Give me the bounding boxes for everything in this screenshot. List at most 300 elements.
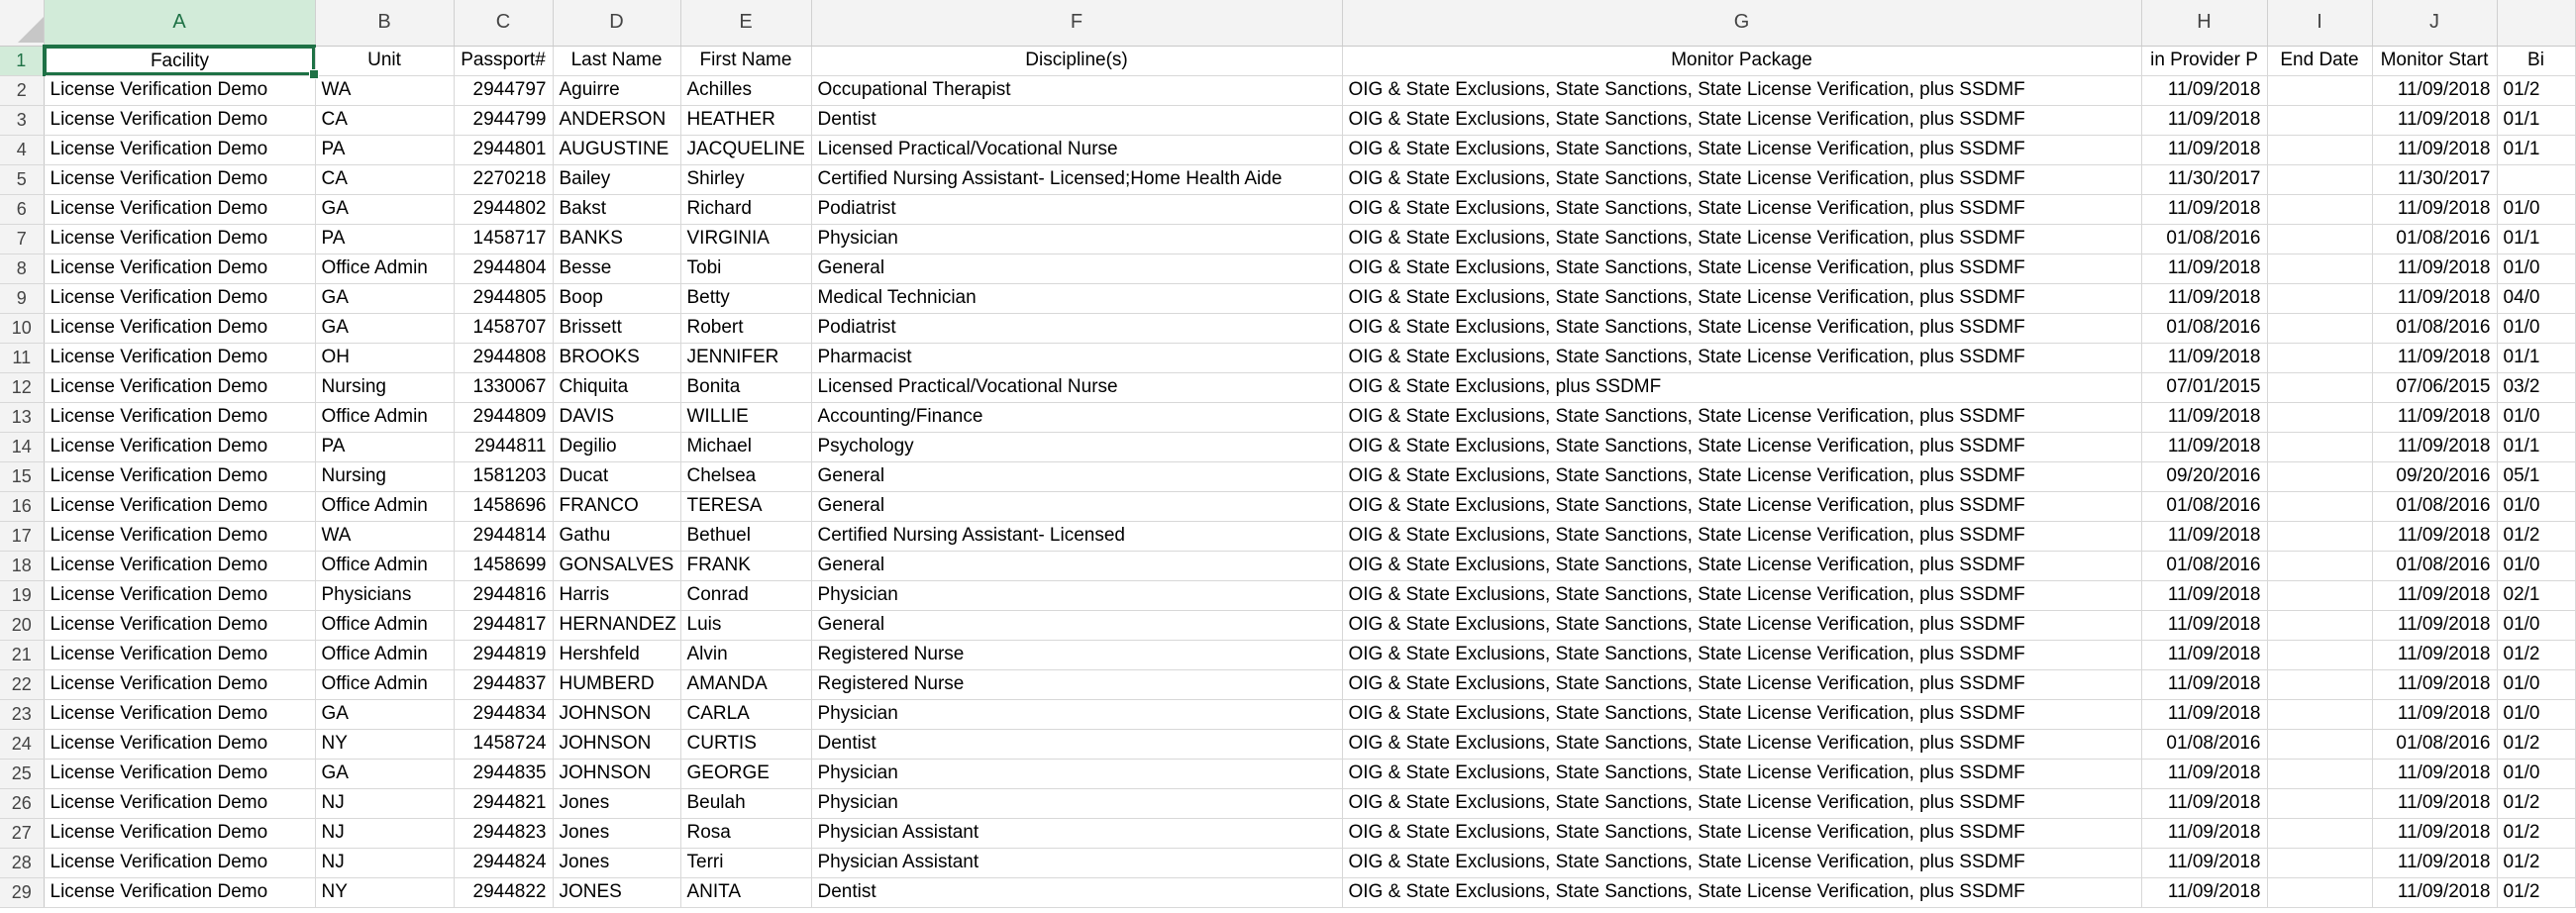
cell-i[interactable] — [2267, 580, 2372, 610]
cell-f[interactable]: Podiatrist — [811, 194, 1342, 224]
cell-i[interactable] — [2267, 254, 2372, 283]
cell-i[interactable] — [2267, 105, 2372, 135]
cell-a[interactable]: License Verification Demo — [44, 343, 315, 372]
cell-b[interactable]: GA — [315, 699, 454, 729]
cell-b[interactable]: Physicians — [315, 580, 454, 610]
cell-g[interactable]: OIG & State Exclusions, State Sanctions, State License Verification, plus SSDMF — [1342, 759, 2141, 788]
cell-e[interactable]: GEORGE — [680, 759, 811, 788]
cell-j[interactable]: 01/08/2016 — [2372, 729, 2497, 759]
row-number[interactable]: 24 — [0, 729, 44, 759]
cell-c[interactable]: 2944805 — [454, 283, 553, 313]
cell-c[interactable]: 1458707 — [454, 313, 553, 343]
cell-k[interactable]: 01/2 — [2497, 521, 2575, 551]
cell-k[interactable]: 01/1 — [2497, 135, 2575, 164]
row-number[interactable]: 20 — [0, 610, 44, 640]
cell-e[interactable]: Alvin — [680, 640, 811, 669]
row-number[interactable]: 22 — [0, 669, 44, 699]
cell-a[interactable]: License Verification Demo — [44, 521, 315, 551]
cell-e[interactable]: Conrad — [680, 580, 811, 610]
cell-j[interactable]: 11/09/2018 — [2372, 759, 2497, 788]
cell-e[interactable]: VIRGINIA — [680, 224, 811, 254]
cell-f[interactable]: Accounting/Finance — [811, 402, 1342, 432]
cell-e[interactable]: Chelsea — [680, 461, 811, 491]
cell-h[interactable]: 11/09/2018 — [2141, 610, 2267, 640]
cell-i[interactable] — [2267, 788, 2372, 818]
row-number[interactable]: 6 — [0, 194, 44, 224]
cell-j[interactable]: 01/08/2016 — [2372, 491, 2497, 521]
cell-e[interactable]: CARLA — [680, 699, 811, 729]
cell-e[interactable]: Richard — [680, 194, 811, 224]
cell-h[interactable]: 01/08/2016 — [2141, 224, 2267, 254]
cell-e[interactable]: Luis — [680, 610, 811, 640]
cell-b[interactable]: PA — [315, 432, 454, 461]
cell-e[interactable]: WILLIE — [680, 402, 811, 432]
cell-h[interactable]: 11/09/2018 — [2141, 194, 2267, 224]
cell-i[interactable] — [2267, 75, 2372, 105]
cell-b[interactable]: OH — [315, 343, 454, 372]
row-number[interactable]: 1 — [0, 46, 44, 75]
row-number[interactable]: 9 — [0, 283, 44, 313]
cell-b[interactable]: Office Admin — [315, 491, 454, 521]
cell-c[interactable]: 1458717 — [454, 224, 553, 254]
cell-a[interactable]: License Verification Demo — [44, 224, 315, 254]
cell-h[interactable]: 11/09/2018 — [2141, 432, 2267, 461]
cell-h[interactable]: 01/08/2016 — [2141, 551, 2267, 580]
cell-e[interactable]: JACQUELINE — [680, 135, 811, 164]
column-header-a[interactable]: A — [44, 0, 315, 46]
cell-g[interactable]: OIG & State Exclusions, State Sanctions, State License Verification, plus SSDMF — [1342, 402, 2141, 432]
cell-e[interactable]: Bonita — [680, 372, 811, 402]
cell-b[interactable]: Office Admin — [315, 640, 454, 669]
cell-b[interactable]: NJ — [315, 788, 454, 818]
cell-d[interactable]: JOHNSON — [553, 759, 680, 788]
cell-h[interactable]: 09/20/2016 — [2141, 461, 2267, 491]
header-cell-b[interactable]: Unit — [315, 46, 454, 75]
cell-j[interactable]: 11/09/2018 — [2372, 699, 2497, 729]
row-number[interactable]: 14 — [0, 432, 44, 461]
cell-d[interactable]: JOHNSON — [553, 699, 680, 729]
cell-f[interactable]: General — [811, 254, 1342, 283]
cell-e[interactable]: Michael — [680, 432, 811, 461]
cell-k[interactable]: 04/0 — [2497, 283, 2575, 313]
cell-c[interactable]: 2944814 — [454, 521, 553, 551]
cell-h[interactable]: 01/08/2016 — [2141, 313, 2267, 343]
cell-j[interactable]: 11/09/2018 — [2372, 194, 2497, 224]
cell-k[interactable]: 03/2 — [2497, 372, 2575, 402]
cell-i[interactable] — [2267, 135, 2372, 164]
cell-g[interactable]: OIG & State Exclusions, State Sanctions, State License Verification, plus SSDMF — [1342, 283, 2141, 313]
header-cell-k[interactable]: Bi — [2497, 46, 2575, 75]
cell-e[interactable]: Bethuel — [680, 521, 811, 551]
cell-b[interactable]: WA — [315, 521, 454, 551]
cell-b[interactable]: NJ — [315, 818, 454, 848]
row-number[interactable]: 11 — [0, 343, 44, 372]
cell-e[interactable]: Rosa — [680, 818, 811, 848]
cell-j[interactable]: 11/09/2018 — [2372, 432, 2497, 461]
cell-a[interactable]: License Verification Demo — [44, 877, 315, 907]
cell-c[interactable]: 2944817 — [454, 610, 553, 640]
cell-f[interactable]: Physician Assistant — [811, 818, 1342, 848]
select-all-corner[interactable] — [0, 0, 44, 46]
row-number[interactable]: 21 — [0, 640, 44, 669]
cell-h[interactable]: 11/09/2018 — [2141, 75, 2267, 105]
cell-f[interactable]: Dentist — [811, 729, 1342, 759]
cell-b[interactable]: CA — [315, 164, 454, 194]
cell-g[interactable]: OIG & State Exclusions, State Sanctions, State License Verification, plus SSDMF — [1342, 432, 2141, 461]
cell-i[interactable] — [2267, 818, 2372, 848]
cell-c[interactable]: 2270218 — [454, 164, 553, 194]
cell-a[interactable]: License Verification Demo — [44, 164, 315, 194]
row-number[interactable]: 3 — [0, 105, 44, 135]
header-cell-e[interactable]: First Name — [680, 46, 811, 75]
cell-j[interactable]: 11/09/2018 — [2372, 610, 2497, 640]
cell-d[interactable]: JOHNSON — [553, 729, 680, 759]
cell-d[interactable]: Harris — [553, 580, 680, 610]
cell-g[interactable]: OIG & State Exclusions, State Sanctions, State License Verification, plus SSDMF — [1342, 699, 2141, 729]
column-header-h[interactable]: H — [2141, 0, 2267, 46]
cell-d[interactable]: Ducat — [553, 461, 680, 491]
cell-f[interactable]: Licensed Practical/Vocational Nurse — [811, 372, 1342, 402]
cell-j[interactable]: 11/09/2018 — [2372, 848, 2497, 877]
cell-d[interactable]: BANKS — [553, 224, 680, 254]
row-number[interactable]: 15 — [0, 461, 44, 491]
cell-d[interactable]: Jones — [553, 788, 680, 818]
cell-f[interactable]: Psychology — [811, 432, 1342, 461]
cell-a[interactable]: License Verification Demo — [44, 848, 315, 877]
cell-c[interactable]: 2944822 — [454, 877, 553, 907]
cell-f[interactable]: Physician — [811, 759, 1342, 788]
cell-h[interactable]: 01/08/2016 — [2141, 729, 2267, 759]
cell-h[interactable]: 11/09/2018 — [2141, 877, 2267, 907]
cell-j[interactable]: 11/09/2018 — [2372, 640, 2497, 669]
cell-b[interactable]: Office Admin — [315, 254, 454, 283]
cell-a[interactable]: License Verification Demo — [44, 759, 315, 788]
cell-g[interactable]: OIG & State Exclusions, State Sanctions, State License Verification, plus SSDMF — [1342, 551, 2141, 580]
cell-j[interactable]: 09/20/2016 — [2372, 461, 2497, 491]
cell-j[interactable]: 11/09/2018 — [2372, 343, 2497, 372]
cell-j[interactable]: 01/08/2016 — [2372, 313, 2497, 343]
cell-k[interactable]: 01/1 — [2497, 105, 2575, 135]
cell-g[interactable]: OIG & State Exclusions, State Sanctions, State License Verification, plus SSDMF — [1342, 848, 2141, 877]
cell-k[interactable]: 01/0 — [2497, 699, 2575, 729]
column-header-c[interactable]: C — [454, 0, 553, 46]
cell-f[interactable]: Podiatrist — [811, 313, 1342, 343]
cell-f[interactable]: Certified Nursing Assistant- Licensed;Home Health Aide — [811, 164, 1342, 194]
cell-g[interactable]: OIG & State Exclusions, State Sanctions, State License Verification, plus SSDMF — [1342, 491, 2141, 521]
cell-e[interactable]: CURTIS — [680, 729, 811, 759]
cell-i[interactable] — [2267, 521, 2372, 551]
cell-f[interactable]: Medical Technician — [811, 283, 1342, 313]
cell-b[interactable]: Office Admin — [315, 669, 454, 699]
cell-b[interactable]: Office Admin — [315, 402, 454, 432]
cell-b[interactable]: GA — [315, 313, 454, 343]
cell-g[interactable]: OIG & State Exclusions, State Sanctions, State License Verification, plus SSDMF — [1342, 194, 2141, 224]
row-number[interactable]: 25 — [0, 759, 44, 788]
cell-d[interactable]: HUMBERD — [553, 669, 680, 699]
row-number[interactable]: 29 — [0, 877, 44, 907]
cell-c[interactable]: 2944823 — [454, 818, 553, 848]
cell-e[interactable]: Betty — [680, 283, 811, 313]
cell-f[interactable]: General — [811, 610, 1342, 640]
cell-d[interactable]: Gathu — [553, 521, 680, 551]
cell-h[interactable]: 11/09/2018 — [2141, 640, 2267, 669]
cell-h[interactable]: 11/09/2018 — [2141, 402, 2267, 432]
cell-f[interactable]: General — [811, 491, 1342, 521]
cell-j[interactable]: 11/09/2018 — [2372, 283, 2497, 313]
cell-j[interactable]: 11/09/2018 — [2372, 788, 2497, 818]
column-header-f[interactable]: F — [811, 0, 1342, 46]
cell-k[interactable]: 01/1 — [2497, 224, 2575, 254]
row-number[interactable]: 19 — [0, 580, 44, 610]
cell-b[interactable]: NJ — [315, 848, 454, 877]
cell-g[interactable]: OIG & State Exclusions, State Sanctions, State License Verification, plus SSDMF — [1342, 343, 2141, 372]
cell-f[interactable]: Physician — [811, 788, 1342, 818]
cell-b[interactable]: GA — [315, 194, 454, 224]
column-header-g[interactable]: G — [1342, 0, 2141, 46]
cell-d[interactable]: JONES — [553, 877, 680, 907]
cell-h[interactable]: 11/09/2018 — [2141, 135, 2267, 164]
cell-c[interactable]: 2944837 — [454, 669, 553, 699]
cell-a[interactable]: License Verification Demo — [44, 669, 315, 699]
cell-d[interactable]: Bailey — [553, 164, 680, 194]
cell-i[interactable] — [2267, 551, 2372, 580]
column-header-e[interactable]: E — [680, 0, 811, 46]
cell-b[interactable]: Office Admin — [315, 610, 454, 640]
cell-e[interactable]: AMANDA — [680, 669, 811, 699]
cell-j[interactable]: 11/09/2018 — [2372, 669, 2497, 699]
header-cell-h[interactable]: in Provider P — [2141, 46, 2267, 75]
header-cell-a[interactable]: Facility — [44, 46, 315, 75]
cell-d[interactable]: Jones — [553, 848, 680, 877]
cell-d[interactable]: Aguirre — [553, 75, 680, 105]
cell-d[interactable]: Bakst — [553, 194, 680, 224]
cell-e[interactable]: Robert — [680, 313, 811, 343]
cell-f[interactable]: Pharmacist — [811, 343, 1342, 372]
row-number[interactable]: 28 — [0, 848, 44, 877]
cell-g[interactable]: OIG & State Exclusions, State Sanctions, State License Verification, plus SSDMF — [1342, 105, 2141, 135]
cell-i[interactable] — [2267, 610, 2372, 640]
header-cell-d[interactable]: Last Name — [553, 46, 680, 75]
cell-k[interactable]: 01/2 — [2497, 640, 2575, 669]
cell-k[interactable]: 05/1 — [2497, 461, 2575, 491]
cell-d[interactable]: AUGUSTINE — [553, 135, 680, 164]
cell-c[interactable]: 1581203 — [454, 461, 553, 491]
cell-g[interactable]: OIG & State Exclusions, State Sanctions, State License Verification, plus SSDMF — [1342, 313, 2141, 343]
header-cell-g[interactable]: Monitor Package — [1342, 46, 2141, 75]
cell-a[interactable]: License Verification Demo — [44, 551, 315, 580]
cell-h[interactable]: 01/08/2016 — [2141, 491, 2267, 521]
cell-c[interactable]: 2944802 — [454, 194, 553, 224]
cell-h[interactable]: 11/09/2018 — [2141, 818, 2267, 848]
cell-e[interactable]: Tobi — [680, 254, 811, 283]
cell-a[interactable]: License Verification Demo — [44, 283, 315, 313]
row-number[interactable]: 12 — [0, 372, 44, 402]
cell-e[interactable]: Terri — [680, 848, 811, 877]
cell-a[interactable]: License Verification Demo — [44, 105, 315, 135]
cell-j[interactable]: 11/30/2017 — [2372, 164, 2497, 194]
cell-j[interactable]: 11/09/2018 — [2372, 521, 2497, 551]
cell-g[interactable]: OIG & State Exclusions, State Sanctions, State License Verification, plus SSDMF — [1342, 729, 2141, 759]
cell-j[interactable]: 01/08/2016 — [2372, 551, 2497, 580]
cell-a[interactable]: License Verification Demo — [44, 402, 315, 432]
cell-k[interactable]: 01/2 — [2497, 848, 2575, 877]
cell-k[interactable]: 01/0 — [2497, 402, 2575, 432]
cell-a[interactable]: License Verification Demo — [44, 788, 315, 818]
cell-b[interactable]: NY — [315, 877, 454, 907]
cell-f[interactable]: Registered Nurse — [811, 669, 1342, 699]
cell-d[interactable]: Hershfeld — [553, 640, 680, 669]
row-number[interactable]: 8 — [0, 254, 44, 283]
header-cell-f[interactable]: Discipline(s) — [811, 46, 1342, 75]
cell-g[interactable]: OIG & State Exclusions, State Sanctions, State License Verification, plus SSDMF — [1342, 877, 2141, 907]
cell-b[interactable]: GA — [315, 283, 454, 313]
cell-g[interactable]: OIG & State Exclusions, State Sanctions, State License Verification, plus SSDMF — [1342, 135, 2141, 164]
cell-b[interactable]: Nursing — [315, 461, 454, 491]
row-number[interactable]: 5 — [0, 164, 44, 194]
cell-b[interactable]: GA — [315, 759, 454, 788]
cell-f[interactable]: Certified Nursing Assistant- Licensed — [811, 521, 1342, 551]
cell-c[interactable]: 2944804 — [454, 254, 553, 283]
cell-k[interactable]: 01/2 — [2497, 729, 2575, 759]
cell-c[interactable]: 1458724 — [454, 729, 553, 759]
column-header-k[interactable] — [2497, 0, 2575, 46]
cell-h[interactable]: 11/09/2018 — [2141, 699, 2267, 729]
cell-f[interactable]: Physician — [811, 224, 1342, 254]
cell-c[interactable]: 2944821 — [454, 788, 553, 818]
cell-d[interactable]: Brissett — [553, 313, 680, 343]
cell-c[interactable]: 2944809 — [454, 402, 553, 432]
cell-b[interactable]: PA — [315, 135, 454, 164]
row-number[interactable]: 17 — [0, 521, 44, 551]
cell-c[interactable]: 2944824 — [454, 848, 553, 877]
cell-i[interactable] — [2267, 729, 2372, 759]
cell-i[interactable] — [2267, 372, 2372, 402]
cell-g[interactable]: OIG & State Exclusions, State Sanctions, State License Verification, plus SSDMF — [1342, 75, 2141, 105]
cell-f[interactable]: Physician — [811, 580, 1342, 610]
cell-c[interactable]: 1458696 — [454, 491, 553, 521]
cell-h[interactable]: 11/09/2018 — [2141, 105, 2267, 135]
cell-j[interactable]: 07/06/2015 — [2372, 372, 2497, 402]
cell-f[interactable]: Dentist — [811, 877, 1342, 907]
cell-c[interactable]: 2944811 — [454, 432, 553, 461]
cell-g[interactable]: OIG & State Exclusions, State Sanctions, State License Verification, plus SSDMF — [1342, 610, 2141, 640]
column-header-j[interactable]: J — [2372, 0, 2497, 46]
cell-c[interactable]: 2944819 — [454, 640, 553, 669]
cell-i[interactable] — [2267, 194, 2372, 224]
cell-h[interactable]: 11/09/2018 — [2141, 283, 2267, 313]
cell-a[interactable]: License Verification Demo — [44, 640, 315, 669]
cell-k[interactable]: 01/1 — [2497, 343, 2575, 372]
cell-k[interactable] — [2497, 164, 2575, 194]
row-number[interactable]: 10 — [0, 313, 44, 343]
row-number[interactable]: 13 — [0, 402, 44, 432]
cell-c[interactable]: 1458699 — [454, 551, 553, 580]
cell-i[interactable] — [2267, 432, 2372, 461]
cell-c[interactable]: 2944799 — [454, 105, 553, 135]
cell-b[interactable]: Nursing — [315, 372, 454, 402]
cell-f[interactable]: Registered Nurse — [811, 640, 1342, 669]
cell-i[interactable] — [2267, 224, 2372, 254]
cell-k[interactable]: 01/2 — [2497, 877, 2575, 907]
cell-j[interactable]: 11/09/2018 — [2372, 402, 2497, 432]
cell-i[interactable] — [2267, 283, 2372, 313]
cell-k[interactable]: 01/0 — [2497, 610, 2575, 640]
cell-i[interactable] — [2267, 699, 2372, 729]
header-cell-c[interactable]: Passport# — [454, 46, 553, 75]
cell-f[interactable]: Licensed Practical/Vocational Nurse — [811, 135, 1342, 164]
cell-a[interactable]: License Verification Demo — [44, 254, 315, 283]
cell-e[interactable]: ANITA — [680, 877, 811, 907]
cell-h[interactable]: 11/09/2018 — [2141, 848, 2267, 877]
cell-b[interactable]: NY — [315, 729, 454, 759]
cell-d[interactable]: Chiquita — [553, 372, 680, 402]
cell-c[interactable]: 2944834 — [454, 699, 553, 729]
cell-a[interactable]: License Verification Demo — [44, 194, 315, 224]
cell-a[interactable]: License Verification Demo — [44, 729, 315, 759]
cell-j[interactable]: 11/09/2018 — [2372, 877, 2497, 907]
cell-d[interactable]: Degilio — [553, 432, 680, 461]
cell-j[interactable]: 11/09/2018 — [2372, 580, 2497, 610]
cell-f[interactable]: General — [811, 461, 1342, 491]
row-number[interactable]: 18 — [0, 551, 44, 580]
cell-h[interactable]: 11/09/2018 — [2141, 759, 2267, 788]
cell-a[interactable]: License Verification Demo — [44, 75, 315, 105]
cell-g[interactable]: OIG & State Exclusions, State Sanctions, State License Verification, plus SSDMF — [1342, 640, 2141, 669]
cell-e[interactable]: Shirley — [680, 164, 811, 194]
cell-k[interactable]: 01/0 — [2497, 491, 2575, 521]
cell-f[interactable]: Occupational Therapist — [811, 75, 1342, 105]
row-number[interactable]: 2 — [0, 75, 44, 105]
cell-i[interactable] — [2267, 669, 2372, 699]
cell-k[interactable]: 01/2 — [2497, 818, 2575, 848]
cell-g[interactable]: OIG & State Exclusions, plus SSDMF — [1342, 372, 2141, 402]
cell-a[interactable]: License Verification Demo — [44, 432, 315, 461]
row-number[interactable]: 4 — [0, 135, 44, 164]
cell-f[interactable]: General — [811, 551, 1342, 580]
cell-c[interactable]: 1330067 — [454, 372, 553, 402]
cell-a[interactable]: License Verification Demo — [44, 580, 315, 610]
cell-a[interactable]: License Verification Demo — [44, 491, 315, 521]
cell-c[interactable]: 2944801 — [454, 135, 553, 164]
cell-j[interactable]: 11/09/2018 — [2372, 75, 2497, 105]
cell-b[interactable]: Office Admin — [315, 551, 454, 580]
cell-a[interactable]: License Verification Demo — [44, 610, 315, 640]
cell-a[interactable]: License Verification Demo — [44, 699, 315, 729]
cell-g[interactable]: OIG & State Exclusions, State Sanctions, State License Verification, plus SSDMF — [1342, 521, 2141, 551]
cell-k[interactable]: 02/1 — [2497, 580, 2575, 610]
cell-i[interactable] — [2267, 164, 2372, 194]
cell-k[interactable]: 01/1 — [2497, 432, 2575, 461]
cell-j[interactable]: 11/09/2018 — [2372, 818, 2497, 848]
row-number[interactable]: 27 — [0, 818, 44, 848]
cell-d[interactable]: Besse — [553, 254, 680, 283]
cell-a[interactable]: License Verification Demo — [44, 461, 315, 491]
cell-j[interactable]: 11/09/2018 — [2372, 105, 2497, 135]
cell-i[interactable] — [2267, 640, 2372, 669]
cell-i[interactable] — [2267, 461, 2372, 491]
cell-a[interactable]: License Verification Demo — [44, 372, 315, 402]
cell-f[interactable]: Physician — [811, 699, 1342, 729]
cell-d[interactable]: Boop — [553, 283, 680, 313]
cell-j[interactable]: 01/08/2016 — [2372, 224, 2497, 254]
cell-i[interactable] — [2267, 877, 2372, 907]
cell-g[interactable]: OIG & State Exclusions, State Sanctions, State License Verification, plus SSDMF — [1342, 164, 2141, 194]
cell-f[interactable]: Dentist — [811, 105, 1342, 135]
cell-h[interactable]: 11/09/2018 — [2141, 669, 2267, 699]
cell-g[interactable]: OIG & State Exclusions, State Sanctions, State License Verification, plus SSDMF — [1342, 254, 2141, 283]
cell-j[interactable]: 11/09/2018 — [2372, 135, 2497, 164]
cell-a[interactable]: License Verification Demo — [44, 135, 315, 164]
